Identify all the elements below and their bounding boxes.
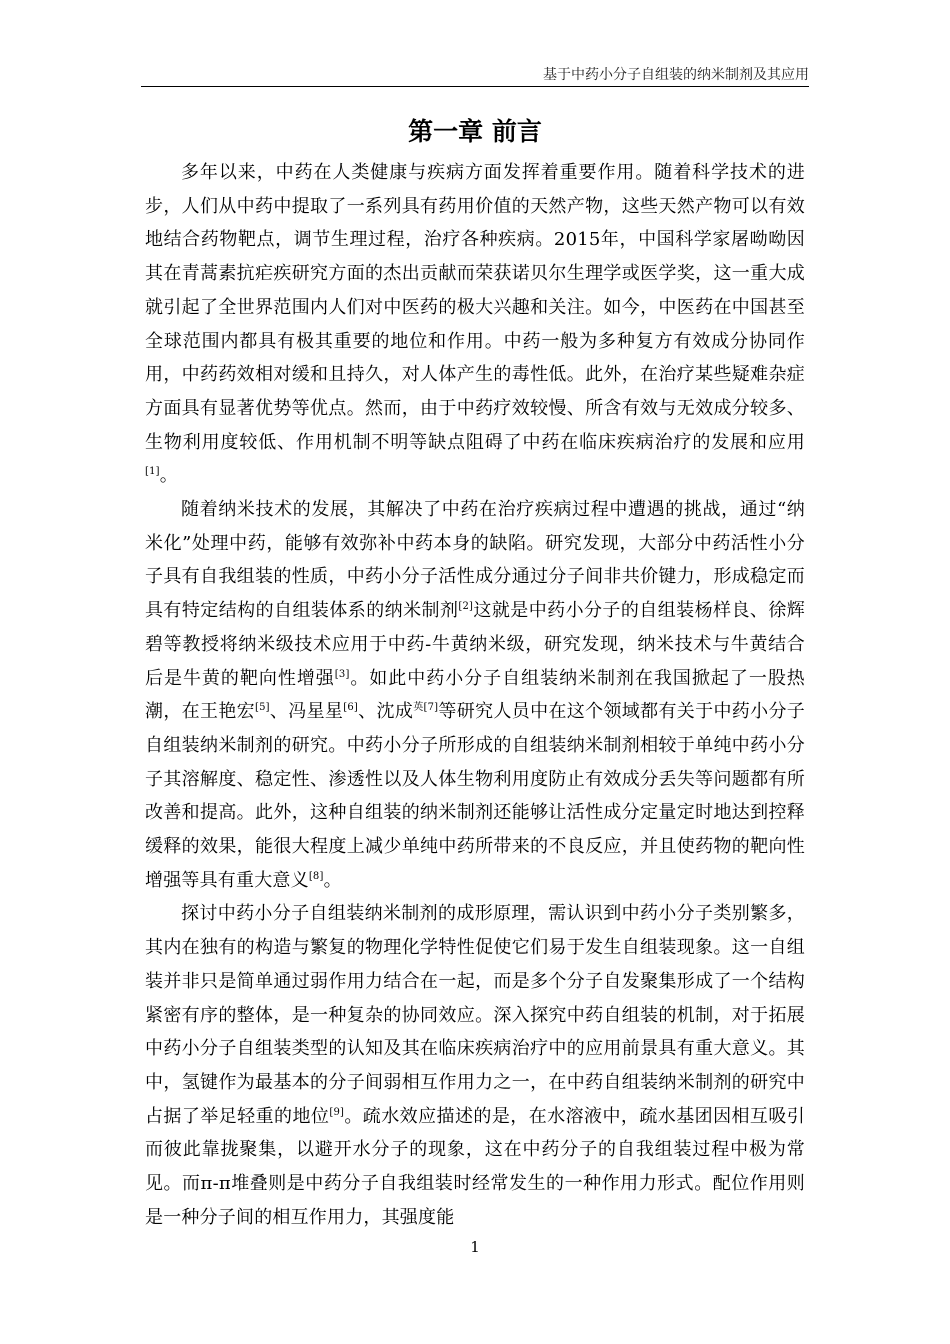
text-run: 随着纳米技术的发展，其解决了中药在治疗疾病过程中遭遇的挑战，通过“纳米化”处理中药，能够有效弥补中药本身的缺陷。研究发现，大部分中药活性小分子具有自我组装的性质，中药小分子活性成分通过分子间非共价键力，形成稳定而具有特定结构的自组装体系的纳米制剂 xyxy=(145,499,805,622)
text-run: 等研究人员中在这个领域都有关于中药小分子自组装纳米制剂的研究。中药小分子所形成的自组装纳米制剂相较于单纯中药小分子其溶解度、稳定性、渗透性以及人体生物利用度防止有效成分丢失等问题都有所改善和提高。此外，这种自组装的纳米制剂还能够让活性成分定量定时地达到控释缓释的效果，能很大程度上减少单纯中药所带来的不良反应，并且使药物的靶向性增强等具有重大意义 xyxy=(145,701,806,891)
text-run: 。 xyxy=(159,465,178,487)
text-run: 、冯星星 xyxy=(269,701,344,723)
text-run: 这就是中药小分子的自组装杨样良、徐辉碧等教授将纳米级技术应用于中药-牛黄纳米级，研究发现，纳米技术与牛黄结合后是牛黄的靶向性增强 xyxy=(145,600,805,689)
text-run: 多年以来，中药在人类健康与疾病方面发挥着重要作用。随着科学技术的进步，人们从中药中提取了一系列具有药用价值的天然产物，这些天然产物可以有效地结合药物靶点，调节生理过程，治疗各种疾病。2015年，中国科学家屠呦呦因其在青蒿素抗疟疾研究方面的杰出贡献而荣获诺贝尔生理学或医学奖，这一重大成就引起了全世界范围内人们对中医药的极大兴趣和关注。如今，中医药在中国甚至全球范围内都具有极其重要的地位和作用。中药一般为多种复方有效成分协同作用，中药药效相对缓和且持久，对人体产生的毒性低。此外，在治疗某些疑难杂症方面具有显著优势等优点。然而，由于中药疗效较慢、所含有效与无效成分较多、生物利用度较低、作用机制不明等缺点阻碍了中药在临床疾病治疗的发展和应用 xyxy=(145,162,805,453)
text-run: 。如此中药小分子自组装纳米制剂在我国掀起了一股热潮，在王艳宏 xyxy=(145,667,805,723)
citation-ref: [1] xyxy=(145,466,160,478)
paragraph-1 xyxy=(145,156,805,493)
text-run: 探讨中药小分子自组装纳米制剂的成形原理，需认识到中药小分子类别繁多，其内在独有的构造与繁复的物理化学特性促使它们易于发生自组装现象。这一自组装并非只是简单通过弱作用力结合在一起，而是多个分子自发聚集形成了一个结构紧密有序的整体，是一种复杂的协同效应。深入探究中药自组装的机制，对于拓展中药小分子自组装类型的认知及其在临床疾病治疗中的应用前景具有重大意义。其中，氢键作为最基本的分子间弱相互作用力之一，在中药自组装纳米制剂的研究中占据了举足轻重的地位 xyxy=(145,903,805,1127)
citation-ref: [8] xyxy=(308,870,324,882)
citation-ref: [6] xyxy=(343,702,359,714)
page-number: 1 xyxy=(470,1238,480,1256)
header-rule xyxy=(141,86,809,87)
citation-ref: [9] xyxy=(329,1106,345,1118)
running-head: 基于中药小分子自组装的纳米制剂及其应用 xyxy=(543,67,809,83)
citation-ref: 英[7] xyxy=(413,702,439,714)
citation-ref: [2] xyxy=(458,601,474,613)
body-text xyxy=(145,156,805,1235)
citation-ref: [3] xyxy=(334,668,350,680)
citation-ref: [5] xyxy=(255,702,270,714)
text-run: 。疏水效应描述的是，在水溶液中，疏水基团因相互吸引而彼此靠拢聚集，以避开水分子的现象，这在中药分子的自我组装过程中极为常见。而π-π堆叠则是中药分子自我组装时经常发生的一种作用力形式。配位作用则是一种分子间的相互作用力，其强度能 xyxy=(145,1105,806,1228)
text-run: 。 xyxy=(323,869,342,891)
paragraph-3 xyxy=(145,897,805,1234)
text-run: 、沈成 xyxy=(358,701,414,723)
paragraph-2 xyxy=(145,493,805,897)
chapter-title: 第一章 前言 xyxy=(408,117,542,146)
